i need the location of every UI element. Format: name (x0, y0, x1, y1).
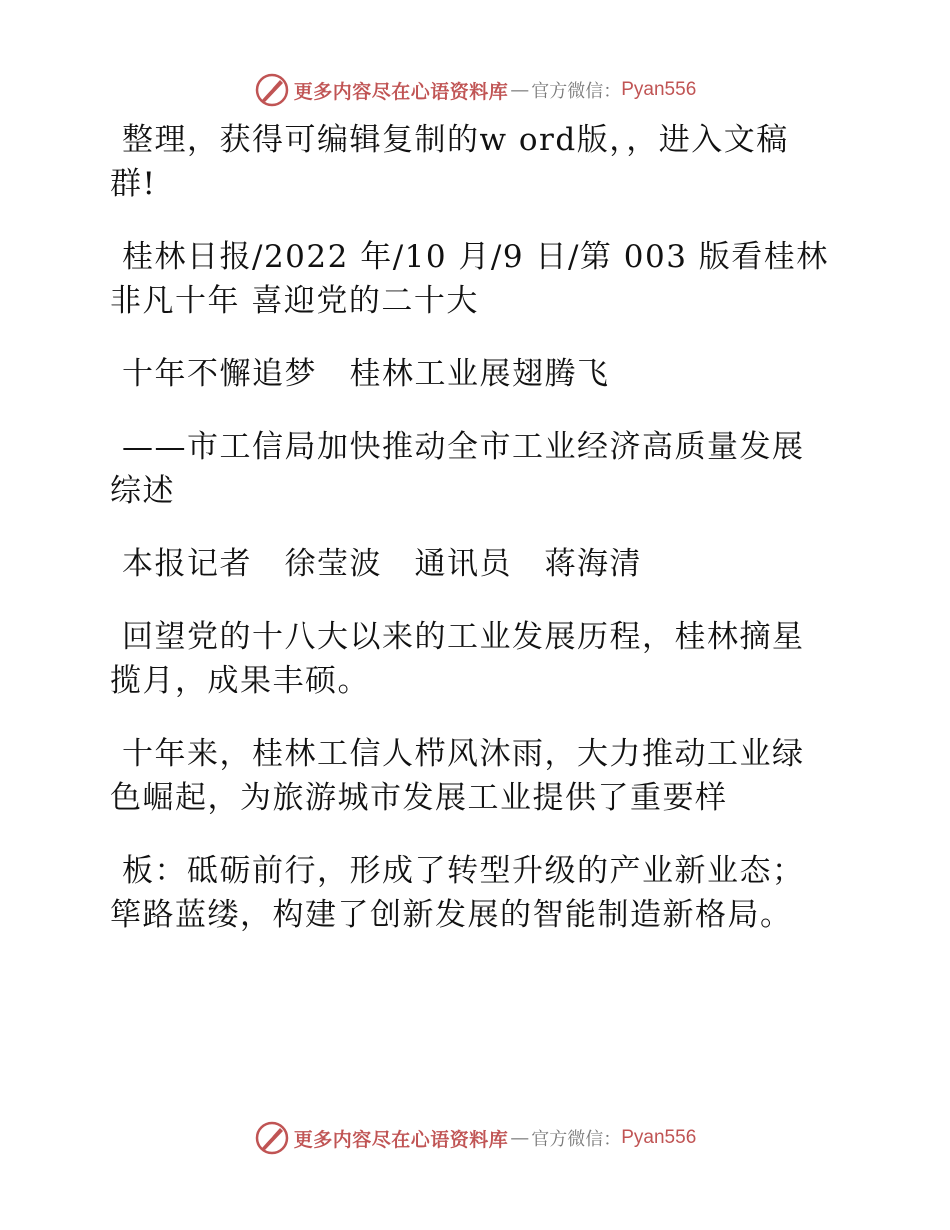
article-subtitle (98, 425, 858, 513)
footer-watermark (0, 1118, 950, 1158)
watermark-sub-text: 官方微信： (531, 1129, 622, 1150)
watermark-dash: — (510, 1127, 530, 1149)
byline (98, 542, 858, 586)
paragraph-1 (98, 118, 858, 206)
quill-pen-icon (254, 72, 290, 108)
paragraph-line: 筚路蓝缕，构建了创新发展的智能制造新格局。 (110, 897, 793, 933)
paragraph-line: 回望党的十八大以来的工业发展历程，桂林摘星 (122, 619, 805, 655)
paragraph-line: 十年不懈追梦 桂林工业展翅腾飞 (122, 356, 610, 392)
watermark-dash: — (510, 79, 530, 101)
header-watermark (0, 70, 950, 110)
paragraph-6 (98, 615, 858, 703)
paragraph-line: 揽月，成果丰硕。 (110, 663, 370, 699)
paragraph-line: 十年来，桂林工信人栉风沐雨，大力推动工业绿 (122, 736, 805, 772)
paragraph-line: 色崛起，为旅游城市发展工业提供了重要样 (110, 780, 728, 816)
paragraph-line: 非凡十年 喜迎党的二十大 (110, 283, 479, 319)
watermark-sub-text: 官方微信： (531, 81, 622, 102)
article-title (98, 352, 858, 396)
paragraph-line: 本报记者 徐莹波 通讯员 蒋海清 (122, 546, 642, 582)
paragraph-7 (98, 732, 858, 820)
watermark-main-text: 更多内容尽在心语资料库 (293, 1128, 509, 1151)
watermark-wechat-id: Pyan556 (621, 79, 697, 100)
paragraph-line: 板：砥砺前行，形成了转型升级的产业新业态； (122, 853, 805, 889)
watermark-wechat-id: Pyan556 (621, 1127, 697, 1148)
quill-pen-icon (254, 1120, 290, 1156)
paragraph-line: 桂林日报/2022 年/10 月/9 日/第 003 版看桂林 (122, 239, 829, 275)
paragraph-8 (98, 849, 858, 937)
paragraph-line: ——市工信局加快推动全市工业经济高质量发展 (122, 429, 805, 465)
paragraph-line: 整理，获得可编辑复制的w ord版，，进入文稿 (122, 122, 789, 158)
watermark-main-text: 更多内容尽在心语资料库 (293, 80, 509, 103)
paragraph-2 (98, 235, 858, 323)
paragraph-line: 群! (110, 166, 157, 202)
paragraph-line: 综述 (110, 473, 175, 509)
document-body (98, 118, 858, 966)
